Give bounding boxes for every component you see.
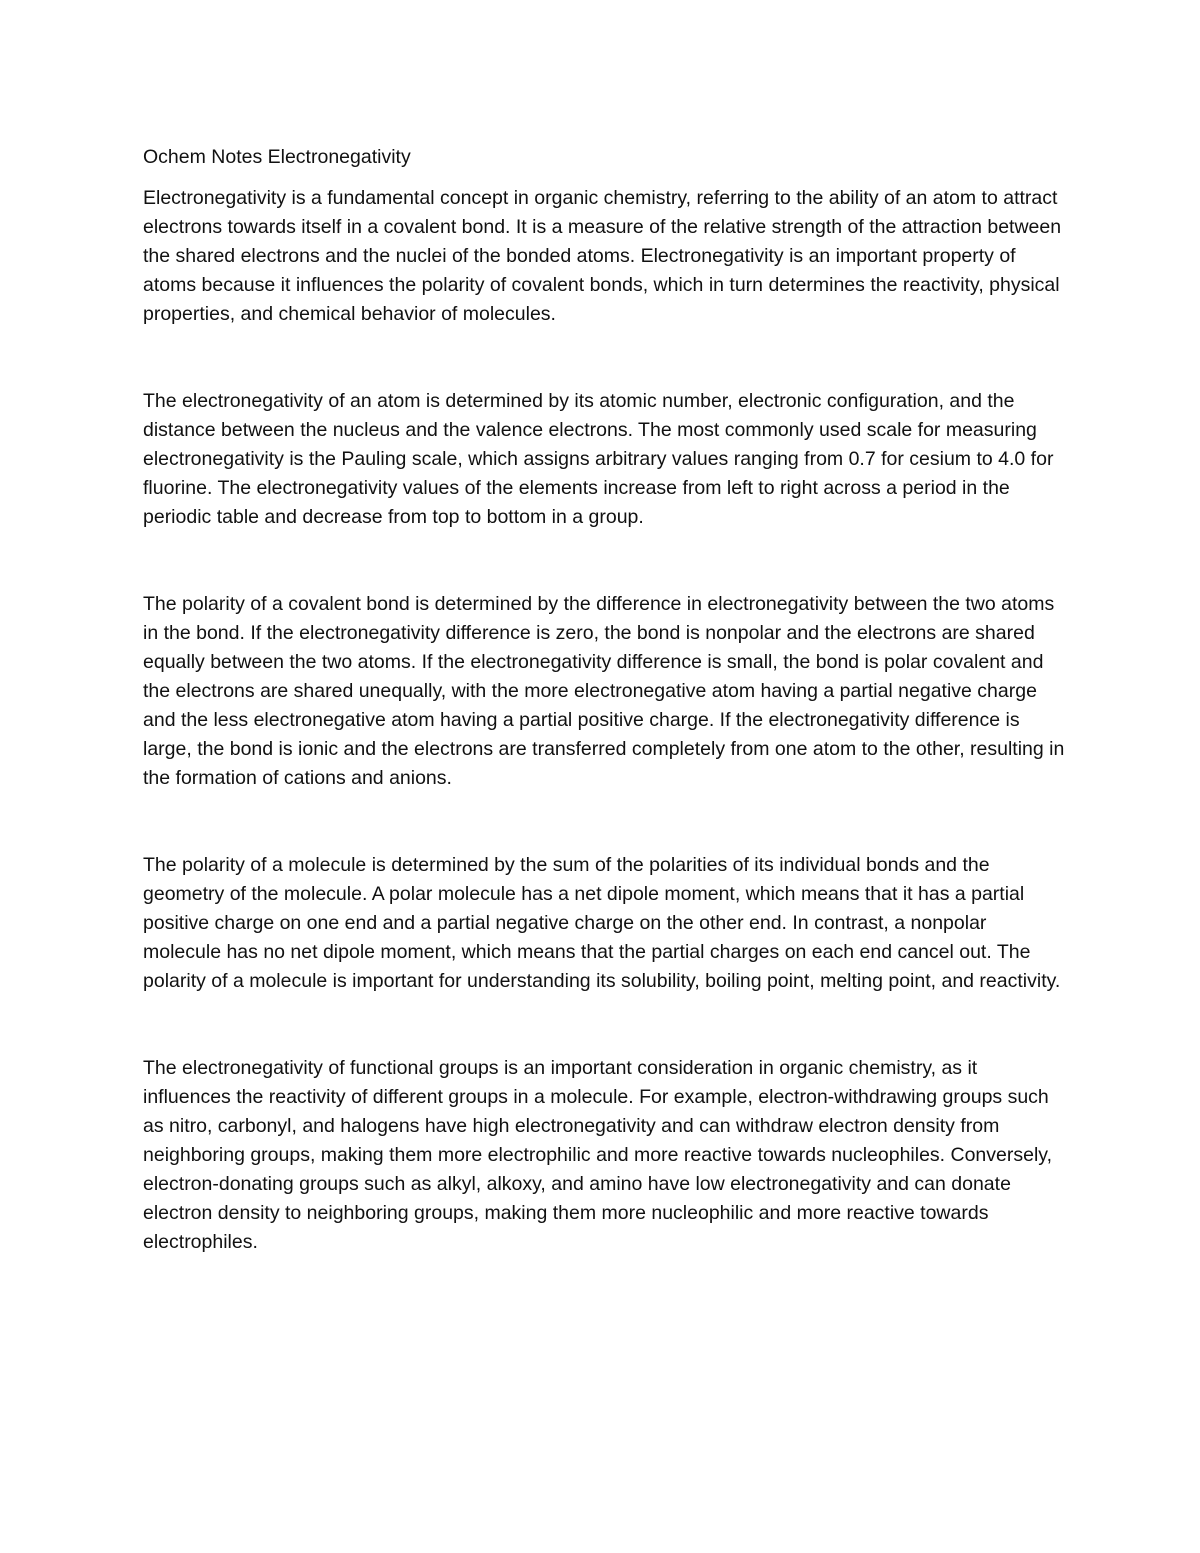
paragraph-bond-polarity: The polarity of a covalent bond is determined by the difference in electronegativity between the two atoms in the bond. If the electronegativity difference is zero, the bond is nonpolar and the electrons are shared equally between the two atoms. If the electronegativity difference is small, the bond is polar covalent and the electrons are shared unequally, with the more electronegative atom having a partial negative charge and the less electronegative atom having a partial positive charge. If the electronegativity difference is large, the bond is ionic and the electrons are transferred completely from one atom to the other, resulting in the formation of cations and anions.	[143, 593, 1065, 789]
document-body	[143, 143, 1068, 1257]
paragraph-pauling-scale: The electronegativity of an atom is determined by its atomic number, electronic configuration, and the distance between the nucleus and the valence electrons. The most commonly used scale for measuring electronegativity is the Pauling scale, which assigns arbitrary values ranging from 0.7 for cesium to 4.0 for fluorine. The electronegativity values of the elements increase from left to right across a period in the periodic table and decrease from top to bottom in a group.	[143, 390, 1054, 528]
paragraph-molecule-polarity: The polarity of a molecule is determined by the sum of the polarities of its individual bonds and the geometry of the molecule. A polar molecule has a net dipole moment, which means that it has a partial positive charge on one end and a partial negative charge on the other end. In contrast, a nonpolar molecule has no net dipole moment, which means that the partial charges on each end cancel out. The polarity of a molecule is important for understanding its solubility, boiling point, melting point, and reactivity.	[143, 854, 1061, 992]
paragraph-definition: Electronegativity is a fundamental concept in organic chemistry, referring to the ability of an atom to attract electrons towards itself in a covalent bond. It is a measure of the relative strength of the attraction between the shared electrons and the nuclei of the bonded atoms. Electronegativity is an important property of atoms because it influences the polarity of covalent bonds, which in turn determines the reactivity, physical properties, and chemical behavior of molecules.	[143, 187, 1062, 325]
document-title: Ochem Notes Electronegativity	[143, 146, 411, 168]
paragraph-functional-groups: The electronegativity of functional groups is an important consideration in organic chemistry, as it influences the reactivity of different groups in a molecule. For example, electron-withdrawing groups such as nitro, carbonyl, and halogens have high electronegativity and can withdraw electron density from neighboring groups, making them more electrophilic and more reactive towards nucleophiles. Conversely, electron-donating groups such as alkyl, alkoxy, and amino have low electronegativity and can donate electron density to neighboring groups, making them more nucleophilic and more reactive towards electrophiles.	[143, 1057, 1053, 1253]
